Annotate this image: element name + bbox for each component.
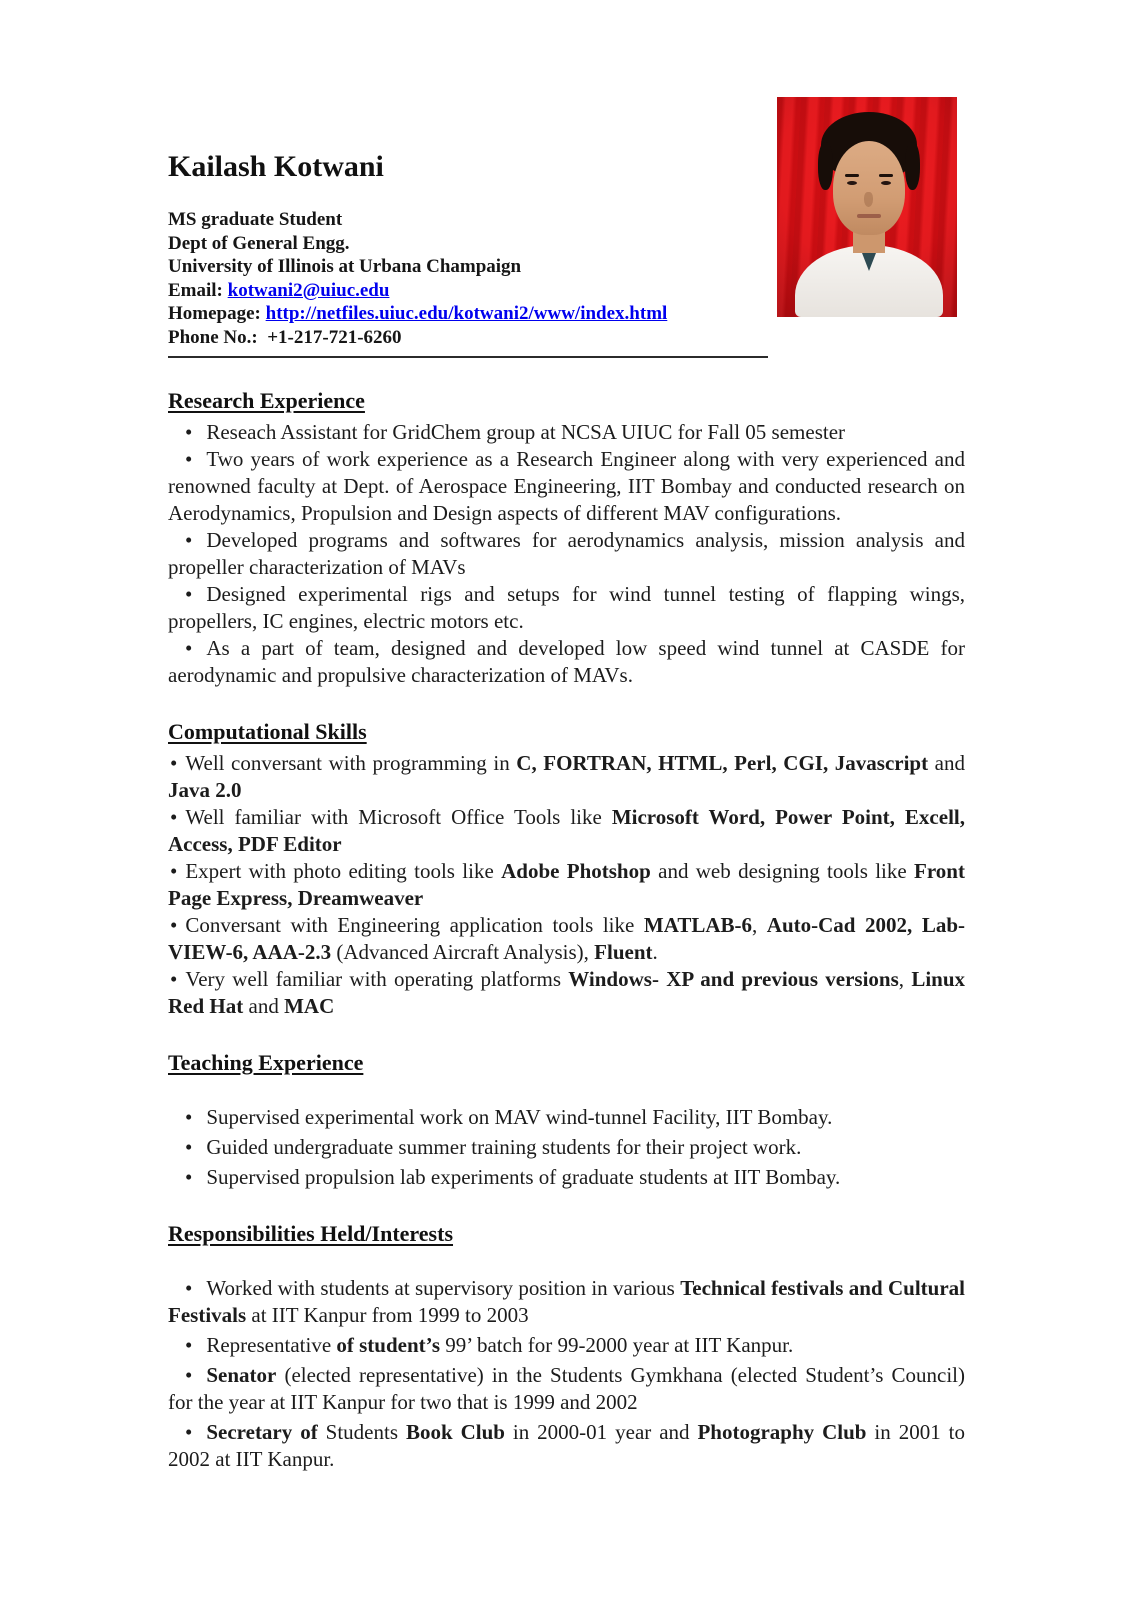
bold-text: Technical festivals and Cultural Festivals	[168, 1276, 965, 1327]
text: ,	[898, 967, 912, 991]
homepage-link[interactable]: http://netfiles.uiuc.edu/kotwani2/www/index.html	[265, 303, 668, 324]
text: and web designing tools like	[650, 859, 915, 883]
bullet-item	[168, 804, 965, 858]
section-title-research-experience: Research Experience	[168, 388, 365, 413]
bullet-marker: •	[185, 1165, 193, 1189]
bold-text: of student’s	[336, 1333, 441, 1357]
text: Expert with photo editing tools like	[185, 859, 502, 883]
contact-text-university: University of Illinois at Urbana Champaign	[168, 256, 522, 277]
text: Reseach Assistant for GridChem group at NCSA UIUC for Fall 05 semester	[206, 420, 846, 444]
email-link[interactable]: kotwani2@uiuc.edu	[227, 279, 390, 301]
text: Very well familiar with operating platforms	[185, 967, 569, 991]
contact-label-phone: Phone No.:	[168, 326, 268, 348]
sections	[168, 388, 965, 1473]
bullet-marker: •	[185, 447, 193, 471]
bullet-item	[168, 1164, 965, 1191]
bullet-marker: •	[185, 1105, 193, 1129]
text: in 2000-01 year and	[504, 1420, 698, 1444]
section-research-experience	[168, 388, 965, 689]
bullet-marker: •	[170, 751, 178, 775]
contact-line-email	[168, 279, 965, 303]
text: (elected representative) in the Students Gymkhana (elected Student’s Council) for the year at IIT Kanpur for two that is 1999 and 2002	[168, 1363, 965, 1414]
text: Well familiar with Microsoft Office Tools like	[185, 805, 612, 829]
text: Two years of work experience as a Research Engineer along with very experienced and renowned faculty at Dept. of Aerospace Engineering, IIT Bombay and conducted research on Aerodynamics, Propulsion and Design aspects of different MAV configurations.	[168, 447, 965, 525]
header-divider-line	[168, 356, 768, 358]
bold-text: Java 2.0	[168, 778, 242, 802]
text: Supervised experimental work on MAV wind-tunnel Facility, IIT Bombay.	[206, 1105, 833, 1129]
text: ,	[752, 913, 767, 937]
contact-text-dept: Dept of General Engg.	[168, 232, 350, 254]
bullet-marker: •	[185, 1333, 193, 1357]
bullet-marker: •	[185, 582, 193, 606]
bold-text: Microsoft Word, Power Point, Excell, Access, PDF Editor	[168, 805, 965, 856]
text: Conversant with Engineering application tools like	[185, 913, 644, 937]
contact-label-email: Email:	[168, 279, 228, 301]
candidate-name: Kailash Kotwani	[168, 150, 384, 183]
bullet-item	[168, 635, 965, 689]
section-title-computational-skills: Computational Skills	[168, 719, 367, 744]
text: 99’ batch for 99-2000 year at IIT Kanpur.	[440, 1333, 794, 1357]
bullet-marker: •	[185, 420, 193, 444]
bullet-marker: •	[185, 1135, 193, 1159]
text: at IIT Kanpur from 1999 to 2003	[246, 1303, 529, 1327]
bullet-item	[168, 1275, 965, 1329]
section-computational-skills	[168, 719, 965, 1020]
contact-text-phone: +1-217-721-6260	[267, 326, 402, 348]
bullet-marker: •	[185, 528, 193, 552]
bold-text: Auto-Cad 2002, Lab-VIEW-6, AAA-2.3	[168, 913, 965, 964]
contact-line-dept	[168, 232, 965, 256]
bold-text: Photography Club	[697, 1420, 867, 1444]
bullet-marker: •	[185, 1363, 193, 1387]
text: Representative	[206, 1333, 337, 1357]
contact-line-phone	[168, 326, 965, 350]
text: and	[243, 994, 285, 1018]
contact-line-university	[168, 255, 965, 279]
bullet-marker: •	[185, 1420, 193, 1444]
text: in 2001 to 2002 at IIT Kanpur.	[168, 1420, 966, 1471]
text: .	[652, 940, 658, 964]
section-title-teaching-experience: Teaching Experience	[168, 1050, 364, 1075]
bold-text: C, FORTRAN, HTML, Perl, CGI, Javascript	[516, 751, 929, 775]
text: Well conversant with programming in	[185, 751, 517, 775]
text: Developed programs and softwares for aerodynamics analysis, mission analysis and propeller characterization of MAVs	[168, 528, 965, 579]
bullet-item	[168, 1104, 965, 1131]
bullet-marker: •	[170, 805, 178, 829]
section-title-responsibilities-held-interests: Responsibilities Held/Interests	[168, 1221, 454, 1246]
bold-text: MAC	[284, 994, 335, 1018]
bullet-item	[168, 858, 965, 912]
bold-text: Windows- XP and previous versions	[568, 967, 899, 991]
bullet-marker: •	[185, 1276, 193, 1300]
bullet-item	[168, 966, 965, 1020]
text: Guided undergraduate summer training students for their project work.	[206, 1135, 802, 1159]
bullet-item	[168, 1362, 965, 1416]
bold-text: Book Club	[405, 1420, 505, 1444]
bold-text: Fluent	[594, 940, 653, 964]
contact-block	[168, 208, 965, 349]
text: Worked with students at supervisory position in various	[206, 1276, 681, 1300]
bullet-item	[168, 1419, 965, 1473]
bullet-item	[168, 1134, 965, 1161]
bullet-marker: •	[170, 859, 178, 883]
resume-content	[168, 150, 965, 1476]
bullet-marker: •	[170, 913, 178, 937]
text: Designed experimental rigs and setups for wind tunnel testing of flapping wings, propellers, IC engines, electric motors etc.	[168, 582, 965, 633]
bullet-item	[168, 1332, 965, 1359]
bullet-marker: •	[185, 636, 193, 660]
bullet-item	[168, 581, 965, 635]
contact-line-role	[168, 208, 965, 232]
bullet-item	[168, 419, 965, 446]
contact-text-role: MS graduate Student	[168, 209, 343, 230]
bullet-item	[168, 750, 965, 804]
bold-text: Front Page Express, Dreamweaver	[168, 859, 965, 910]
bold-text: Adobe Photshop	[501, 859, 651, 883]
text: and	[928, 751, 965, 775]
text: Students	[317, 1420, 406, 1444]
text: (Advanced Aircraft Analysis),	[331, 940, 595, 964]
text: Supervised propulsion lab experiments of graduate students at IIT Bombay.	[206, 1165, 841, 1189]
bullet-marker: •	[170, 967, 178, 991]
bold-text: Secretary of	[206, 1420, 318, 1444]
contact-label-homepage: Homepage:	[168, 303, 266, 324]
bold-text: Senator	[206, 1363, 277, 1387]
bullet-item	[168, 912, 965, 966]
contact-line-homepage	[168, 302, 965, 326]
section-teaching-experience	[168, 1050, 965, 1191]
bullet-item	[168, 527, 965, 581]
bold-text: Linux Red Hat	[168, 967, 966, 1018]
section-responsibilities-held-interests	[168, 1221, 965, 1473]
bullet-item	[168, 446, 965, 527]
bold-text: MATLAB-6	[643, 913, 752, 937]
text: As a part of team, designed and developed low speed wind tunnel at CASDE for aerodynamic and propulsive characterization of MAVs.	[168, 636, 965, 687]
